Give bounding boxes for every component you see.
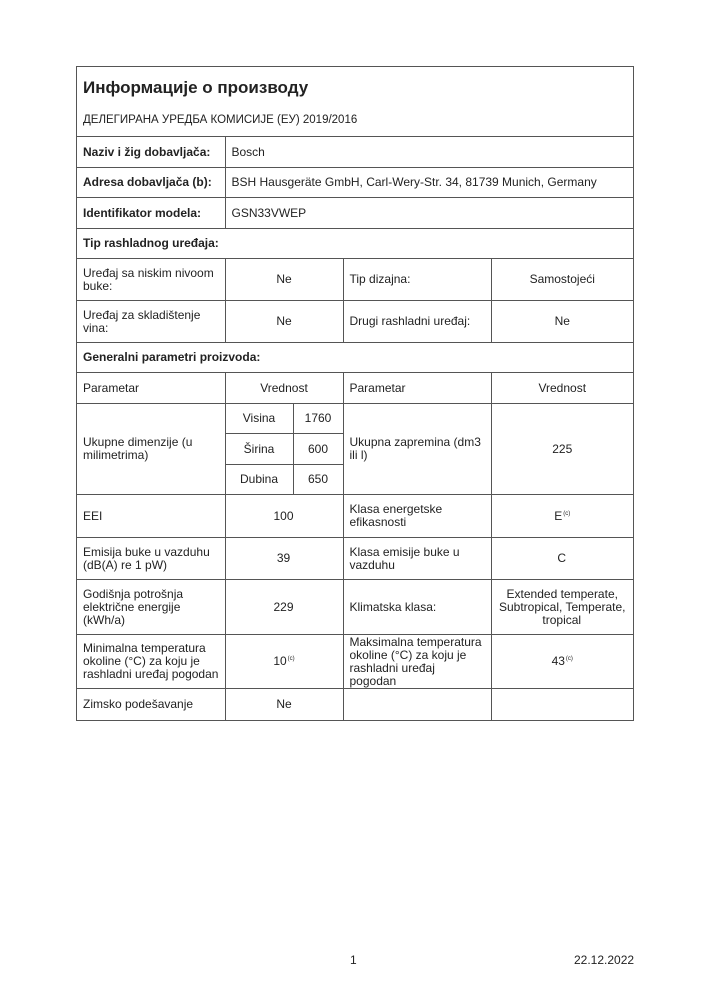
param-label: Maksimalna temperatura okoline (°C) za koju je rashladni uređaj pogodan [343, 635, 491, 689]
type-param-label: Uređaj za skladištenje vina: [77, 301, 225, 343]
param-label: Klasa energetske efikasnosti [343, 495, 491, 538]
type-param-value: Ne [225, 259, 343, 301]
product-information-sheet [76, 66, 634, 721]
dimension-name: Visina [225, 404, 293, 434]
param-value-text: 229 [273, 599, 294, 614]
param-label: Zimsko podešavanje [77, 689, 225, 720]
param-value-text: 39 [276, 551, 291, 565]
supplier-address-row [77, 168, 633, 198]
param-value-text: Extended temperate, Subtropical, Temperate, tropical [498, 586, 626, 627]
param-row [77, 689, 633, 720]
param-row [77, 580, 633, 635]
param-value [225, 580, 343, 635]
param-value [491, 689, 633, 720]
type-param-value: Samostojeći [491, 259, 633, 301]
general-params-heading-row [77, 343, 633, 373]
dimension-name: Dubina [225, 465, 293, 495]
page-title: Информације о производу [83, 77, 309, 97]
type-param-label: Uređaj sa niskim nivoom buke: [77, 259, 225, 301]
param-value: Ne [225, 689, 343, 720]
param-label: EEI [77, 495, 225, 538]
type-param-value: Ne [491, 301, 633, 343]
param-label [343, 689, 491, 720]
model-identifier-label: Identifikator modela: [77, 198, 225, 229]
footnote-marker: (c) [565, 656, 573, 662]
param-label: Emisija buke u vazduhu (dB(A) re 1 pW) [77, 538, 225, 580]
dimension-value: 650 [293, 465, 343, 495]
supplier-name-value: Bosch [225, 137, 633, 168]
product-info-table [77, 67, 633, 720]
param-value [225, 495, 343, 538]
param-value [491, 635, 633, 689]
param-value-text: 100 [273, 508, 294, 523]
dimension-name: Širina [225, 434, 293, 465]
param-value [491, 580, 633, 635]
param-value-text: 10 [273, 654, 287, 668]
supplier-name-row [77, 137, 633, 168]
column-header-row [77, 373, 633, 404]
param-label: Klimatska klasa: [343, 580, 491, 635]
column-header-value: Vrednost [225, 373, 343, 404]
supplier-address-value: BSH Hausgeräte GmbH, Carl-Wery-Str. 34, 81739 Munich, Germany [225, 168, 633, 198]
footnote-marker: (c) [563, 510, 571, 517]
param-value-text: C [557, 551, 567, 565]
param-value [491, 495, 633, 538]
type-row [77, 301, 633, 343]
appliance-type-heading-row [77, 229, 633, 259]
dimension-value: 600 [293, 434, 343, 465]
dimensions-row [77, 404, 633, 434]
volume-value: 225 [491, 404, 633, 495]
column-header-parameter: Parametar [343, 373, 491, 404]
dimensions-label: Ukupne dimenzije (u milimetrima) [77, 404, 225, 495]
document-date: 22.12.2022 [574, 953, 635, 967]
param-label: Minimalna temperatura okoline (°C) za koju je rashladni uređaj pogodan [77, 635, 225, 689]
type-param-label: Tip dizajna: [343, 259, 491, 301]
regulation-row [77, 105, 633, 137]
page-number: 1 [350, 953, 357, 967]
param-value-text: 43 [551, 654, 565, 668]
general-params-heading: Generalni parametri proizvoda: [77, 343, 633, 373]
param-value [225, 635, 343, 689]
model-identifier-row [77, 198, 633, 229]
param-row [77, 495, 633, 538]
footnote-marker: (c) [287, 656, 295, 662]
param-label: Klasa emisije buke u vazduhu [343, 538, 491, 580]
appliance-type-heading: Tip rashladnog uređaja: [77, 229, 633, 259]
model-identifier-value: GSN33VWEP [225, 198, 633, 229]
regulation-text: ДЕЛЕГИРАНА УРЕДБА КОМИСИЈЕ (ЕУ) 2019/2016 [77, 105, 633, 137]
volume-label: Ukupna zapremina (dm3 ili l) [343, 404, 491, 495]
column-header-parameter: Parametar [77, 373, 225, 404]
param-value-text: E [554, 508, 563, 523]
type-param-label: Drugi rashladni uređaj: [343, 301, 491, 343]
supplier-name-label: Naziv i žig dobavljača: [77, 137, 225, 168]
param-row [77, 538, 633, 580]
supplier-address-label: Adresa dobavljača (b): [77, 168, 225, 198]
dimension-value: 1760 [293, 404, 343, 434]
param-row [77, 635, 633, 689]
column-header-value: Vrednost [491, 373, 633, 404]
param-label: Godišnja potrošnja električne energije (kWh/a) [77, 580, 225, 635]
param-value [491, 538, 633, 580]
type-row [77, 259, 633, 301]
type-param-value: Ne [225, 301, 343, 343]
title-row [77, 67, 633, 105]
param-value [225, 538, 343, 580]
